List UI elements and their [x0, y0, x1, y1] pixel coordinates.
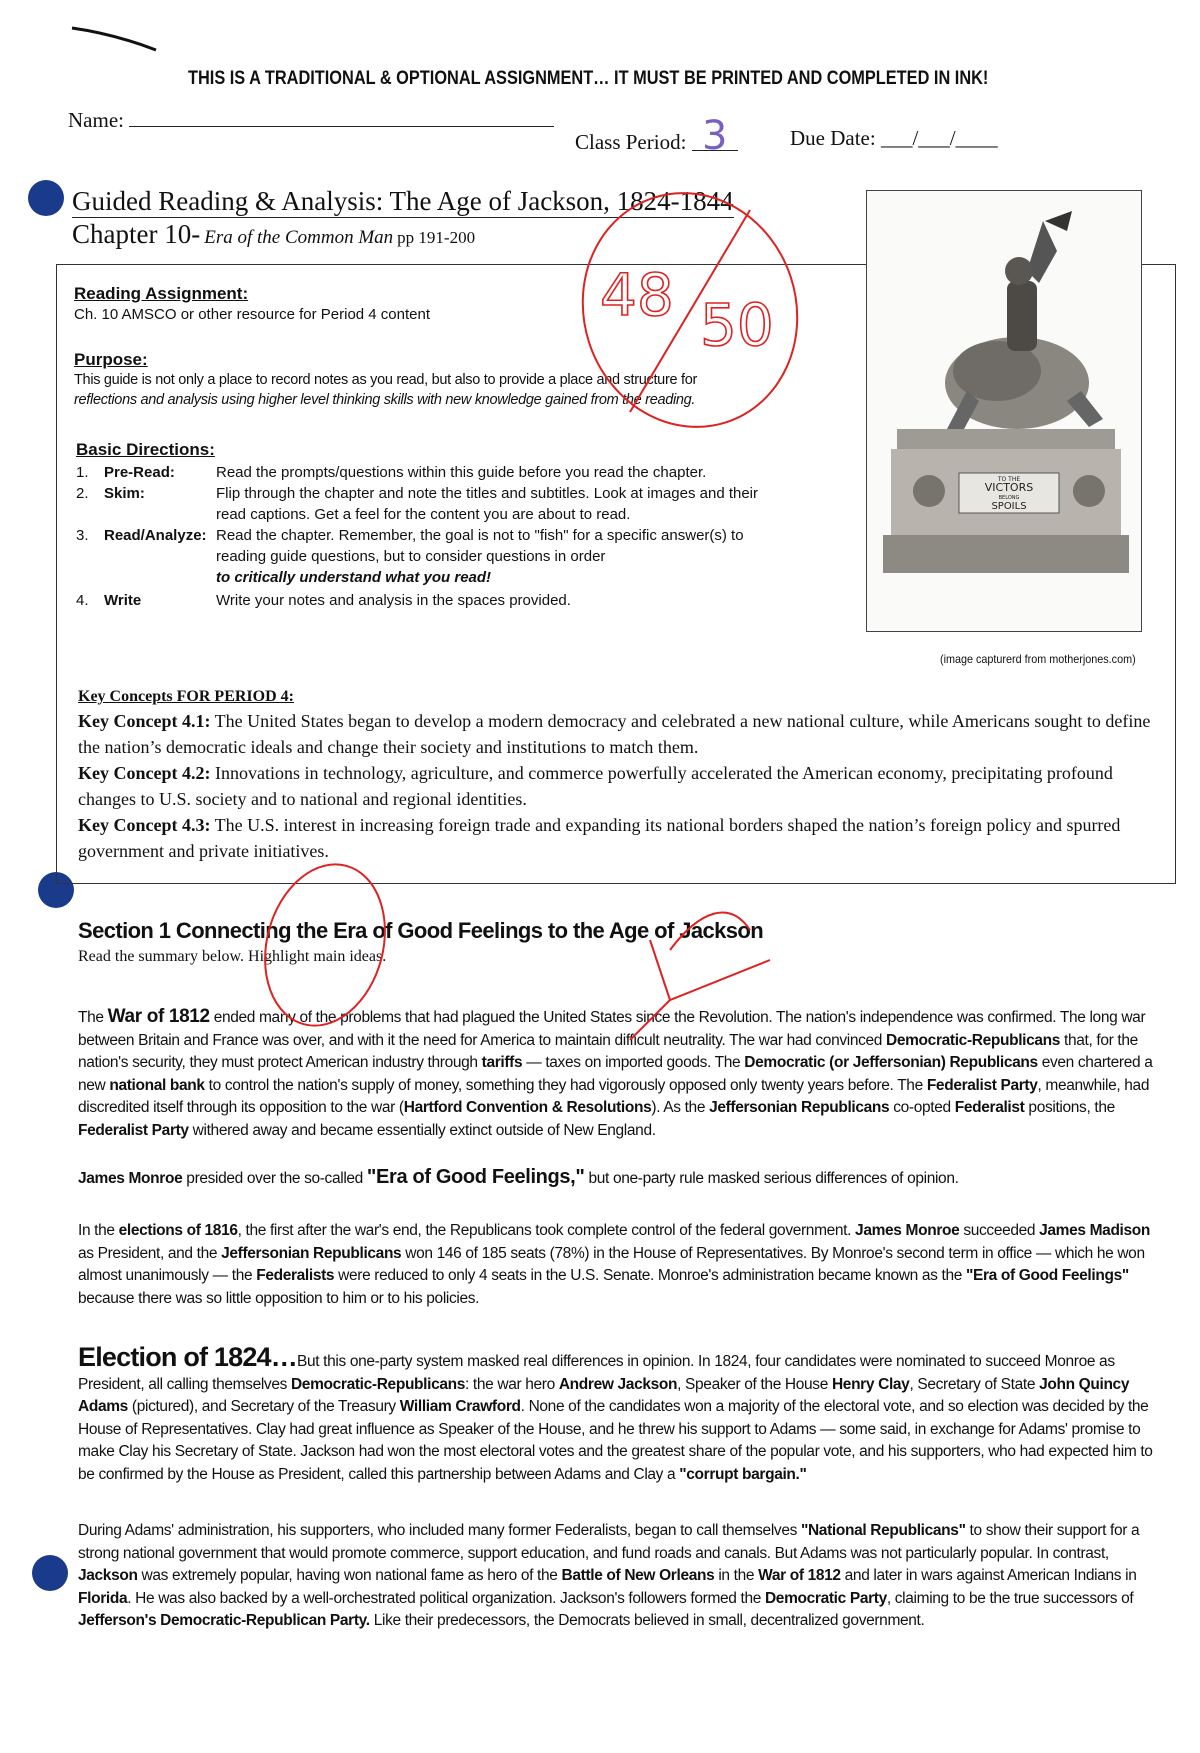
name-label: Name: — [68, 108, 124, 132]
direction-item: 4. Write Write your notes and analysis in the spaces provided. — [76, 592, 571, 609]
purpose-text-1: This guide is not only a place to record notes as you read, but also to provide a place and structure for — [74, 372, 697, 388]
section-1-instructions: Read the summary below. Highlight main ideas. — [78, 948, 387, 965]
paragraph-election-1824: Election of 1824…But this one-party system masked real differences in opinion. In 1824, four candidates were nominated to succeed Monroe as President, all calling themselves Democratic-Republicans: the war hero Andrew Jackson, Speaker of the House Henry Clay, Secretary of State John Quincy Adams (pictured), and Secretary of the Treasury William Crawford. None of the candidates won a majority of the electoral vote, and so election was decided by the House of Representatives. Clay had great influence as Speaker of the House, and he threw his support to Adams — some said, in exchange for Adams' promise to make Clay his Secretary of State. Jackson had won the most electoral votes and the greatest share of the popular vote, and his supporters, who had expected him to be confirmed by the House as President, called this partnership between Adams and Clay a "corrupt bargain." — [78, 1342, 1153, 1483]
plaque-text-4: SPOILS — [991, 501, 1027, 512]
key-concept-4-1: Key Concept 4.1: The United States began to develop a modern democracy and celebrated a new national culture, while Americans sought to define the nation’s democratic ideals and change their society and institutions to match them. — [78, 711, 1151, 757]
paragraph-adams-administration: During Adams' administration, his supporters, who included many former Federalists, began to call themselves "National Republicans" to show their support for a strong national government that would promote commerce, support education, and fund roads and canals. But Adams was not particularly popular. In contrast, Jackson was extremely popular, having won national fame as hero of the Battle of New Orleans in the War of 1812 and later in wars against American Indians in Florida. He was also backed by a well-orchestrated political organization. Jackson's followers formed the Democratic Party, claiming to be the true successors of Jefferson's Democratic-Republican Party. Like their predecessors, the Democrats believed in small, decentralized government. — [78, 1522, 1140, 1629]
direction-item: 1. Pre-Read: Read the prompts/questions within this guide before you read the chapter. — [76, 464, 707, 481]
direction-item: 3. Read/Analyze: Read the chapter. Remember, the goal is not to "fish" for a specific answer(s) to reading guide questions, but to consider questions in order to critically understand what you read! — [76, 527, 744, 586]
purpose-text-2: reflections and analysis using higher level thinking skills with new knowledge gained from the reading. — [74, 392, 696, 408]
guide-title: Guided Reading & Analysis: The Age of Jackson, 1824-1844 — [72, 186, 734, 216]
plaque-text-1: TO THE — [997, 476, 1021, 483]
key-concept-4-2: Key Concept 4.2: Innovations in technology, agriculture, and commerce powerfully accelerated the American economy, precipitating profound changes to U.S. society and to national and regional identities. — [78, 763, 1113, 809]
name-field[interactable] — [129, 126, 554, 127]
paragraph-war-of-1812: The War of 1812 ended many of the problems that had plagued the United States since the Revolution. The nation's independence was confirmed. The long war between Britain and France was over, and with it the need for America to maintain difficult neutrality. The war had convinced Democratic-Republicans that, for the nation's security, they must protect American industry through tariffs — taxes on imported goods. The Democratic (or Jeffersonian) Republicans even chartered a new national bank to control the nation's supply of money, something they had vigorously opposed only twenty years before. The Federalist Party, meanwhile, had discredited itself through its opposition to the war (Hartford Convention & Resolutions). As the Jeffersonian Republicans co-opted Federalist positions, the Federalist Party withered away and became essentially extinct outside of New England. — [78, 1006, 1153, 1139]
paragraph-elections-1816: In the elections of 1816, the first after the war's end, the Republicans took complete control of the federal government. James Monroe succeeded James Madison as President, and the Jeffersonian Republicans won 146 of 185 seats (78%) in the House of Representatives. By Monroe's second term in office — which he won almost unanimously — the Federalists were reduced to only 4 seats in the U.S. Senate. Monroe's administration became known as the "Era of Good Feelings" because there was so little opposition to him or to his policies. — [78, 1222, 1151, 1307]
grade-annotation — [560, 180, 820, 440]
section-grade-mark — [230, 850, 830, 1050]
purpose-heading: Purpose: — [74, 350, 148, 369]
direction-item: 2. Skim: Flip through the chapter and note the titles and subtitles. Look at images and their read captions. Get a feel for the content you are about to read. — [76, 485, 759, 523]
grade-total: 50 — [700, 291, 774, 359]
binder-hole-bottom — [32, 1555, 68, 1591]
plaque-text-2: VICTORS — [984, 481, 1034, 494]
due-date-field[interactable]: ___/___/____ — [880, 126, 998, 150]
chapter-subtitle: Era of the Common Man — [204, 227, 394, 248]
victors-spoils-cartoon — [867, 191, 1141, 631]
due-date-label: Due Date: — [790, 126, 876, 150]
directions-heading: Basic Directions: — [76, 440, 215, 459]
key-concepts-heading: Key Concepts FOR PERIOD 4: — [78, 688, 294, 705]
key-concept-4-3: Key Concept 4.3: The U.S. interest in increasing foreign trade and expanding its national borders shaped the nation’s foreign policy and spurred government and private initiatives. — [78, 815, 1121, 861]
image-caption: (image capturerd from motherjones.com) — [940, 652, 1136, 666]
cartoon-frame — [866, 190, 1142, 632]
paragraph-monroe: James Monroe presided over the so-called "Era of Good Feelings," but one-party rule masked serious differences of opinion. — [78, 1166, 959, 1188]
plaque-text-3: BELONG — [998, 495, 1020, 501]
section-1-heading: Section 1 Connecting the Era of Good Feelings to the Age of Jackson — [78, 918, 764, 943]
pen-stroke — [70, 18, 160, 58]
chapter-pages: pp 191-200 — [397, 228, 476, 247]
binder-hole-top — [28, 180, 64, 216]
assignment-notice: THIS IS A TRADITIONAL & OPTIONAL ASSIGNMENT… IT MUST BE PRINTED AND COMPLETED IN INK! — [188, 68, 989, 89]
reading-assignment-text: Ch. 10 AMSCO or other resource for Period 4 content — [74, 306, 431, 323]
class-period-label: Class Period: — [575, 130, 687, 154]
reading-assignment-heading: Reading Assignment: — [74, 284, 249, 303]
chapter-number: Chapter 10- — [72, 219, 201, 249]
class-period-field[interactable]: 3 — [692, 122, 738, 151]
grade-score: 48 — [600, 261, 674, 329]
